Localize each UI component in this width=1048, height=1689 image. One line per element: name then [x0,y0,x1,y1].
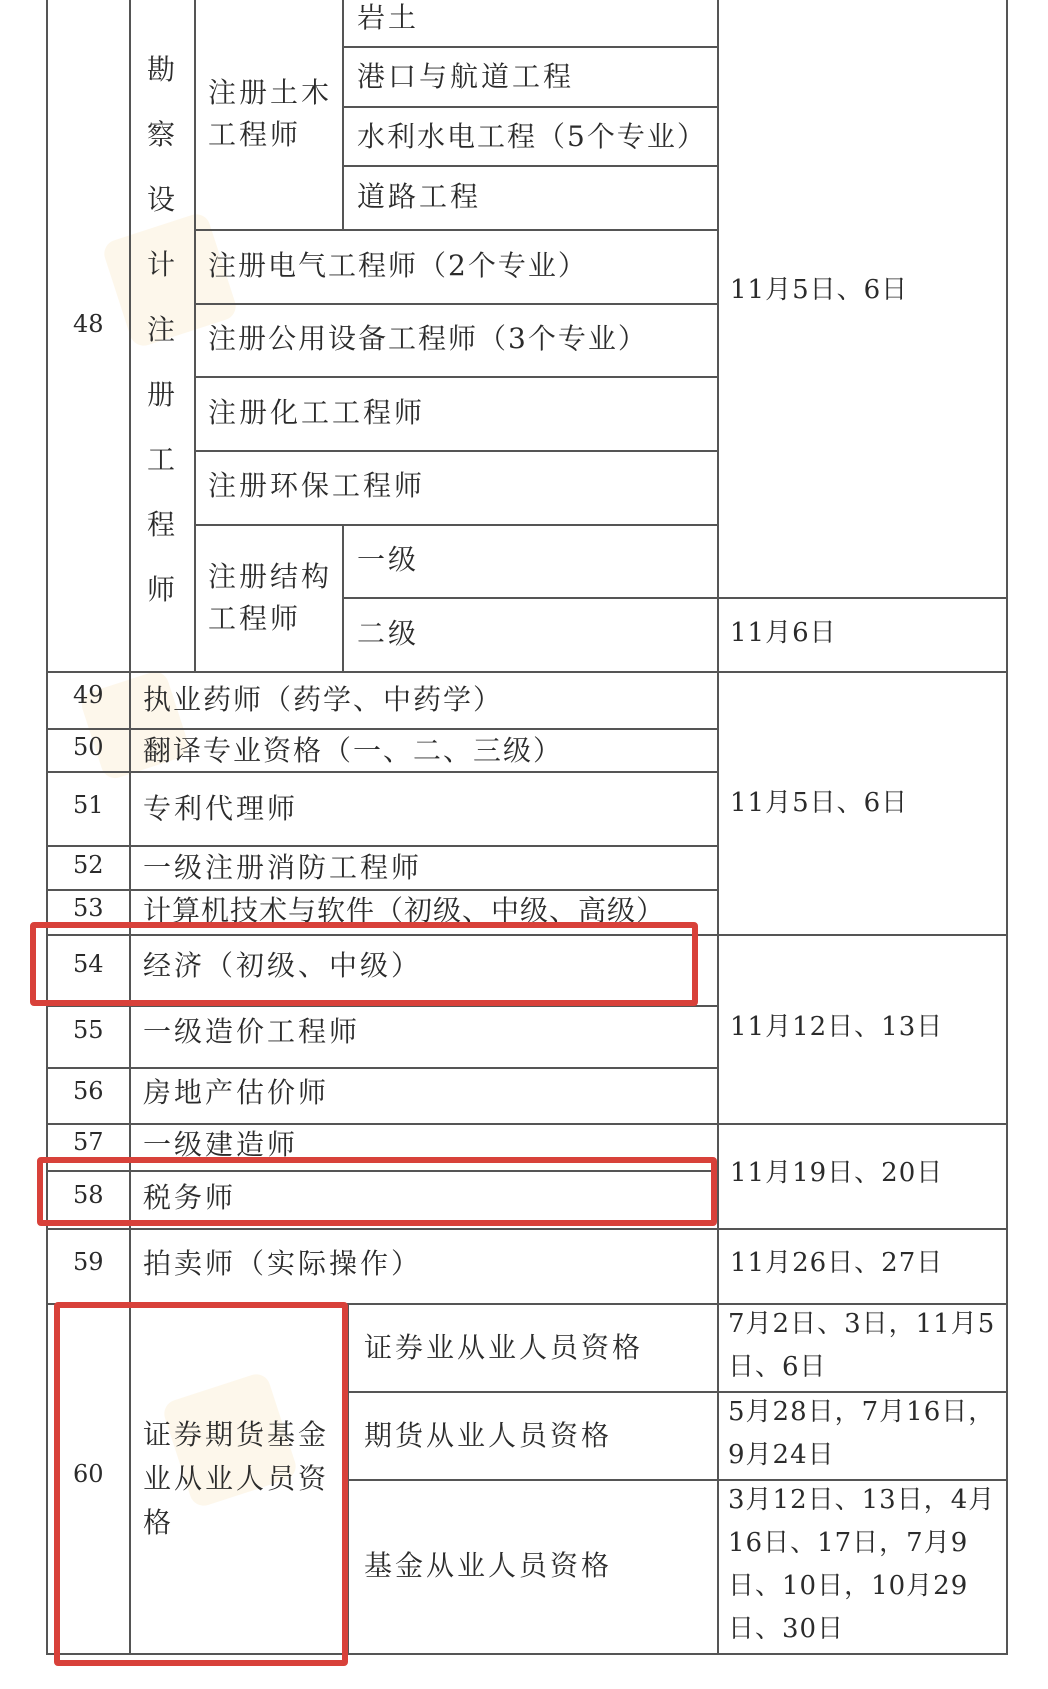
exam-name-60: 证券期货基金业从业人员资格 [143,1418,330,1539]
row-number-57: 57 [73,1128,104,1156]
row-number-51: 51 [73,791,104,819]
row-line [342,106,717,108]
row-number-50: 50 [73,733,104,761]
highlight-box-row-58 [37,1157,717,1226]
row-line [46,1228,1008,1230]
sub-exam-name: 基金从业人员资格 [364,1549,613,1582]
specialty-label: 二级 [357,617,420,650]
highlight-box-row-60 [54,1302,348,1666]
exam-name-52: 一级注册消防工程师 [143,851,423,884]
row-line [194,450,717,452]
row-line [46,771,717,773]
specialty-label: 水利水电工程（5个专业） [357,120,707,153]
row-line [46,728,717,730]
row-line [46,671,1008,673]
row-line [342,46,717,48]
row-line [46,889,717,891]
row-line [194,524,717,526]
row-line [194,376,717,378]
exam-name-58: 税务师 [143,1181,237,1214]
group-label: 注册化工工程师 [208,396,426,429]
group-label: 注册环保工程师 [208,469,426,502]
row-number-53: 53 [73,894,104,922]
highlight-box-row-54 [30,922,698,1006]
specialty-label: 港口与航道工程 [357,60,575,93]
exam-date: 11月26日、27日 [730,1248,944,1278]
row-number-56: 56 [73,1077,104,1105]
exam-name-53: 计算机技术与软件（初级、中级、高级） [143,894,666,927]
specialty-label: 一级 [357,543,420,576]
row-line [46,845,717,847]
exam-name-57: 一级建造师 [143,1128,299,1161]
row-number-49: 49 [73,681,104,709]
exam-name-55: 一级造价工程师 [143,1015,361,1048]
group-label: 注册结构工程师 [208,560,333,635]
specialty-label: 道路工程 [357,180,482,213]
row-line [342,597,1008,599]
specialty-label: 岩土 [357,1,420,34]
exam-date: 11月5日、6日 [730,788,909,818]
category-label: 勘察设计注册工程师 [146,53,175,606]
row-line [194,229,717,231]
group-label: 注册土木工程师 [208,76,333,151]
column-divider-civil [342,0,344,229]
exam-date: 11月6日 [730,618,837,648]
exam-date: 11月12日、13日 [730,1012,944,1042]
row-number-48: 48 [73,310,104,338]
exam-date: 5月28日，7月16日，9月24日 [728,1397,996,1470]
sub-exam-name: 证券业从业人员资格 [364,1331,644,1364]
exam-name-56: 房地产估价师 [143,1076,330,1109]
exam-date: 11月19日、20日 [730,1158,944,1188]
exam-name-59: 拍卖师（实际操作） [143,1247,423,1280]
row-line [46,1123,1008,1125]
exam-name-50: 翻译专业资格（一、二、三级） [143,734,564,767]
row-line [342,165,717,167]
column-divider-category [194,0,196,671]
table-border-left [46,0,48,1655]
row-number-60: 60 [73,1460,104,1488]
exam-date: 11月5日、6日 [730,275,909,305]
row-number-54: 54 [73,950,104,978]
exam-name-54: 经济（初级、中级） [143,949,423,982]
row-number-52: 52 [73,851,104,879]
column-divider-date [717,0,719,1655]
row-number-59: 59 [73,1248,104,1276]
exam-date: 7月2日、3日，11月5日、6日 [728,1309,996,1382]
row-number-58: 58 [73,1181,104,1209]
group-label: 注册电气工程师（2个专业） [208,249,588,282]
exam-name-49: 执业药师（药学、中药学） [143,683,504,716]
row-number-55: 55 [73,1016,104,1044]
row-line [194,303,717,305]
group-label: 注册公用设备工程师（3个专业） [208,322,648,355]
exam-name-51: 专利代理师 [143,792,299,825]
sub-exam-name: 期货从业人员资格 [364,1419,613,1452]
row-line [46,1067,717,1069]
exam-date: 3月12日、13日，4月16日、17日，7月9日、10日，10月29日、30日 [728,1485,996,1644]
table-border-right [1006,0,1008,1655]
